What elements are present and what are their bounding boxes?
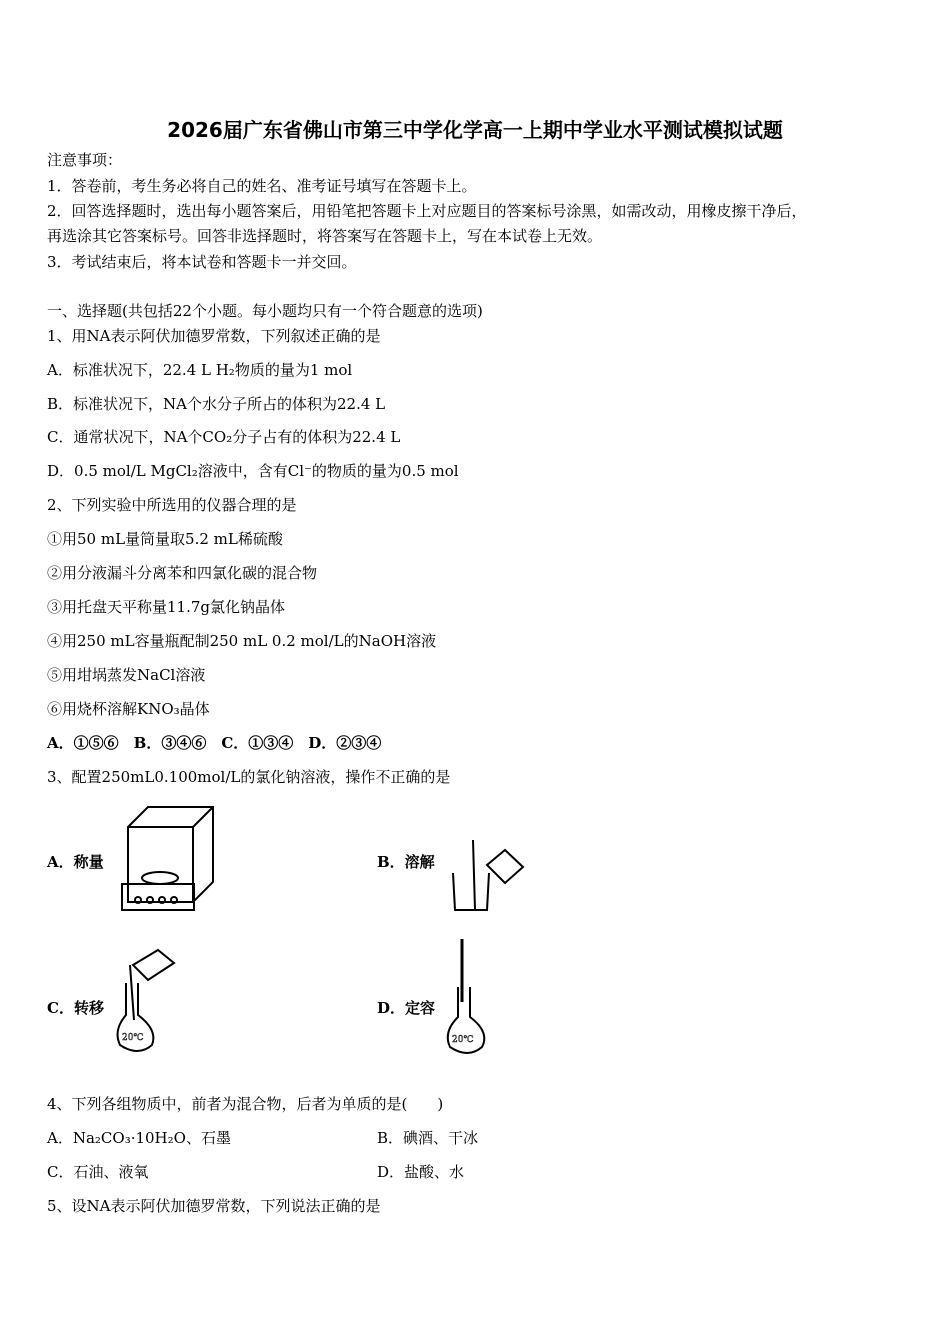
option: C．转移 bbox=[47, 999, 104, 1017]
balance-image bbox=[118, 802, 218, 912]
question-stem: 4、下列各组物质中，前者为混合物，后者为单质的是( ) bbox=[47, 1095, 444, 1113]
list-item: ③用托盘天平称量11.7g氯化钠晶体 bbox=[47, 598, 286, 616]
note-item: 再选涂其它答案标号。回答非选择题时，将答案写在答题卡上，写在本试卷上无效。 bbox=[47, 227, 603, 245]
list-item: ①用50 mL量筒量取5.2 mL稀硫酸 bbox=[47, 530, 283, 548]
svg-text:20℃: 20℃ bbox=[452, 1035, 474, 1045]
section-heading: 一、选择题(共包括22个小题。每小题均只有一个符合题意的选项) bbox=[47, 302, 483, 320]
beaker-stirring-image bbox=[445, 835, 525, 915]
question-stem: 2、下列实验中所选用的仪器合理的是 bbox=[47, 496, 297, 514]
option: B．标准状况下，NA个水分子所占的体积为22.4 L bbox=[47, 395, 386, 413]
question-stem: 5、设NA表示阿伏加德罗常数，下列说法正确的是 bbox=[47, 1197, 381, 1215]
option: C．通常状况下，NA个CO₂分子占有的体积为22.4 L bbox=[47, 428, 401, 446]
option: D．0.5 mol/L MgCl₂溶液中，含有Cl⁻的物质的量为0.5 mol bbox=[47, 462, 459, 480]
question-stem: 1、用NA表示阿伏加德罗常数，下列叙述正确的是 bbox=[47, 327, 381, 345]
option: B．溶解 bbox=[377, 853, 435, 871]
note-item: 2．回答选择题时，选出每小题答案后，用铅笔把答题卡上对应题目的答案标号涂黑，如需改动，用橡皮擦干净后， bbox=[47, 202, 807, 220]
question-stem: 3、配置250mL0.100mol/L的氯化钠溶液，操作不正确的是 bbox=[47, 768, 451, 786]
page-title: 2026届广东省佛山市第三中学化学高一上期中学业水平测试模拟试题 bbox=[167, 118, 783, 142]
option: D．盐酸、水 bbox=[377, 1163, 465, 1181]
option: C．石油、液氧 bbox=[47, 1163, 149, 1181]
option: A．称量 bbox=[47, 853, 104, 871]
svg-text:20℃: 20℃ bbox=[122, 1033, 144, 1043]
list-item: ④用250 mL容量瓶配制250 mL 0.2 mol/L的NaOH溶液 bbox=[47, 632, 437, 650]
note-item: 3．考试结束后，将本试卷和答题卡一并交回。 bbox=[47, 253, 357, 271]
option: A．Na₂CO₃·10H₂O、石墨 bbox=[47, 1129, 231, 1147]
options: A．①⑤⑥ B．③④⑥ C．①③④ D．②③④ bbox=[47, 734, 382, 752]
list-item: ②用分液漏斗分离苯和四氯化碳的混合物 bbox=[47, 564, 318, 582]
note-item: 1．答卷前，考生务必将自己的姓名、准考证号填写在答题卡上。 bbox=[47, 177, 477, 195]
option: A．标准状况下，22.4 L H₂物质的量为1 mol bbox=[47, 361, 353, 379]
option: B．碘酒、干冰 bbox=[377, 1129, 479, 1147]
notes-heading: 注意事项： bbox=[47, 151, 123, 169]
list-item: ⑤用坩埚蒸发NaCl溶液 bbox=[47, 666, 206, 684]
flask-transfer-image bbox=[108, 945, 188, 1060]
flask-fixed-volume-image bbox=[440, 937, 500, 1062]
option: D．定容 bbox=[377, 999, 436, 1017]
list-item: ⑥用烧杯溶解KNO₃晶体 bbox=[47, 700, 210, 718]
